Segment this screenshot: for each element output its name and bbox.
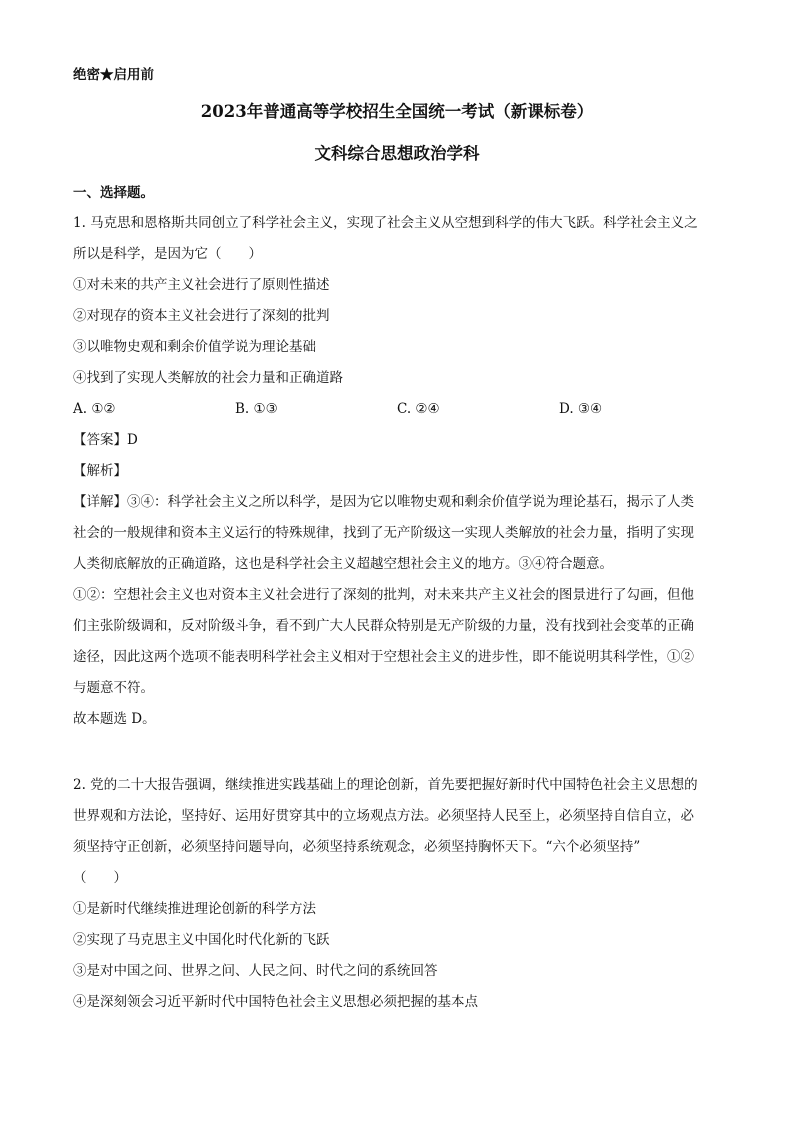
q1-answer bbox=[73, 431, 138, 449]
q1-stem-line2: 所以是科学，是因为它（ ） bbox=[73, 246, 262, 262]
q1-stem-line1: 1. 马克思和恩格斯共同创立了科学社会主义，实现了社会主义从空想到科学的伟大飞跃。科学社会主义之 bbox=[73, 215, 698, 231]
q1-detail-line5: 们主张阶级调和，反对阶级斗争，看不到广大人民群众特别是无产阶级的力量，没有找到社会变革的正确 bbox=[73, 618, 694, 634]
q2-statement-3: ③是对中国之问、世界之问、人民之问、时代之问的系统回答 bbox=[73, 963, 438, 979]
answer-label: 【答案】 bbox=[73, 432, 127, 448]
q1-option-a: A. ①② bbox=[73, 401, 116, 417]
q1-option-b: B. ①③ bbox=[235, 401, 278, 417]
q2-stem-line3: 须坚持守正创新，必须坚持问题导向，必须坚持系统观念，必须坚持胸怀天下。“六个必须坚持” bbox=[73, 839, 641, 855]
exam-title: 2023年普通高等学校招生全国统一考试（新课标卷） bbox=[200, 102, 594, 121]
q1-option-c: C. ②④ bbox=[397, 401, 440, 417]
q1-detail-line4: ①②：空想社会主义也对资本主义社会进行了深刻的批判，对未来共产主义社会的图景进行了勾画，但他 bbox=[73, 587, 694, 603]
q2-stem-line1: 2. 党的二十大报告强调，继续推进实践基础上的理论创新，首先要把握好新时代中国特色社会主义思想的 bbox=[73, 777, 698, 793]
answer-value: D bbox=[127, 432, 138, 448]
q1-conclusion: 故本题选 D。 bbox=[73, 711, 156, 727]
q1-options bbox=[73, 400, 723, 418]
q1-statement-1: ①对未来的共产主义社会进行了原则性描述 bbox=[73, 277, 330, 293]
q1-analysis-label: 【解析】 bbox=[73, 463, 127, 479]
q1-detail-line1 bbox=[73, 493, 694, 511]
q1-detail-line2: 社会的一般规律和资本主义运行的特殊规律，找到了无产阶级这一实现人类解放的社会力量，指明了实现 bbox=[73, 525, 694, 541]
q1-option-d: D. ③④ bbox=[559, 401, 603, 417]
q1-statement-3: ③以唯物史观和剩余价值学说为理论基础 bbox=[73, 339, 316, 355]
q1-detail-line7: 与题意不符。 bbox=[73, 680, 154, 696]
q2-statement-2: ②实现了马克思主义中国化时代化新的飞跃 bbox=[73, 932, 330, 948]
q2-statement-4: ④是深刻领会习近平新时代中国特色社会主义思想必须把握的基本点 bbox=[73, 994, 478, 1010]
secret-mark: 绝密★启用前 bbox=[73, 67, 154, 83]
q2-stem-line4: （ ） bbox=[73, 870, 127, 886]
detail-text: ③④：科学社会主义之所以科学，是因为它以唯物史观和剩余价值学说为理论基石，揭示了人类 bbox=[127, 494, 694, 510]
section-heading: 一、选择题。 bbox=[73, 185, 154, 201]
q1-detail-line6: 途径，因此这两个选项不能表明科学社会主义相对于空想社会主义的进步性，即不能说明其科学性，①② bbox=[73, 649, 694, 665]
q1-statement-2: ②对现存的资本主义社会进行了深刻的批判 bbox=[73, 308, 330, 324]
detail-label: 【详解】 bbox=[73, 494, 127, 510]
q1-statement-4: ④找到了实现人类解放的社会力量和正确道路 bbox=[73, 370, 343, 386]
q1-detail-line3: 人类彻底解放的正确道路，这也是科学社会主义超越空想社会主义的地方。③④符合题意。 bbox=[73, 556, 613, 572]
q2-statement-1: ①是新时代继续推进理论创新的科学方法 bbox=[73, 901, 316, 917]
q2-stem-line2: 世界观和方法论，坚持好、运用好贯穿其中的立场观点方法。必须坚持人民至上，必须坚持自信自立，必 bbox=[73, 808, 694, 824]
subject-title: 文科综合思想政治学科 bbox=[314, 144, 480, 163]
